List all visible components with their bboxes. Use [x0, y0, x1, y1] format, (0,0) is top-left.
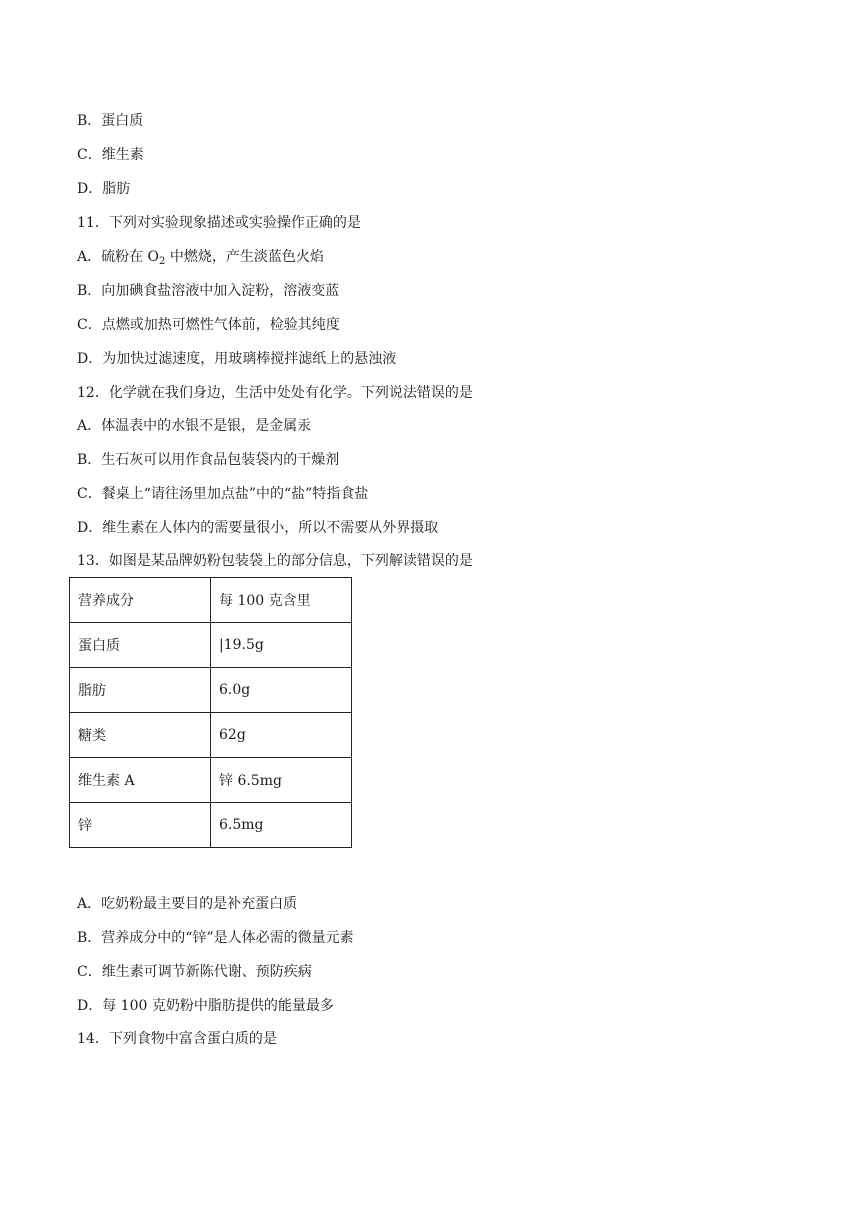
q10-option-d: D．脂肪: [77, 181, 131, 197]
nutrition-table: [69, 577, 352, 848]
q12-option-b: B．生石灰可以用作食品包装袋内的干燥剂: [77, 452, 340, 468]
q11-option-b: B．向加碘食盐溶液中加入淀粉，溶液变蓝: [77, 283, 340, 299]
question-12-stem: 12．化学就在我们身边，生活中处处有化学。下列说法错误的是: [77, 385, 473, 401]
table-row: [70, 668, 352, 713]
q10-option-c: C．维生素: [77, 147, 144, 163]
q11-option-a: [77, 247, 324, 272]
table-cell: 62g: [211, 713, 352, 758]
q13-option-a: A．吃奶粉最主要目的是补充蛋白质: [77, 896, 298, 912]
table-cell: 维生素 A: [70, 758, 211, 803]
q12-option-c: C．餐桌上“请往汤里加点盐”中的“盐”特指食盐: [77, 486, 369, 502]
q12-option-a: A．体温表中的水银不是银，是金属汞: [77, 418, 312, 434]
table-cell: |19.5g: [211, 623, 352, 668]
table-cell: 蛋白质: [70, 623, 211, 668]
table-cell: 脂肪: [70, 668, 211, 713]
table-cell: 营养成分: [70, 578, 211, 623]
subscript-two: 2: [159, 256, 166, 267]
q13-option-d: D．每 100 克奶粉中脂肪提供的能量最多: [77, 998, 334, 1014]
question-14-stem: 14．下列食物中富含蛋白质的是: [77, 1031, 277, 1047]
table-cell: 每 100 克含里: [211, 578, 352, 623]
q11-option-a-text: A．硫粉在 O: [77, 249, 160, 265]
q13-option-b: B．营养成分中的“锌”是人体必需的微量元素: [77, 930, 354, 946]
table-cell: 锌: [70, 803, 211, 848]
table-cell: 6.5mg: [211, 803, 352, 848]
q11-option-d: D．为加快过滤速度，用玻璃棒搅拌滤纸上的悬浊液: [77, 351, 397, 367]
q11-option-c: C．点燃或加热可燃性气体前，检验其纯度: [77, 317, 340, 333]
q11-option-a-text-rest: 中燃烧，产生淡蓝色火焰: [165, 249, 324, 265]
table-row: [70, 578, 352, 623]
table-cell: 6.0g: [211, 668, 352, 713]
table-row: [70, 758, 352, 803]
table-cell: 锌 6.5mg: [211, 758, 352, 803]
q13-option-c: C．维生素可调节新陈代谢、预防疾病: [77, 964, 312, 980]
question-11-stem: 11．下列对实验现象描述或实验操作正确的是: [77, 215, 361, 231]
q10-option-b: B．蛋白质: [77, 113, 144, 129]
q12-option-d: D．维生素在人体内的需要量很小，所以不需要从外界摄取: [77, 520, 439, 536]
question-13-stem: 13．如图是某品牌奶粉包装袋上的部分信息，下列解读错误的是: [77, 553, 473, 569]
table-row: [70, 713, 352, 758]
table-row: [70, 803, 352, 848]
table-row: [70, 623, 352, 668]
table-cell: 糖类: [70, 713, 211, 758]
